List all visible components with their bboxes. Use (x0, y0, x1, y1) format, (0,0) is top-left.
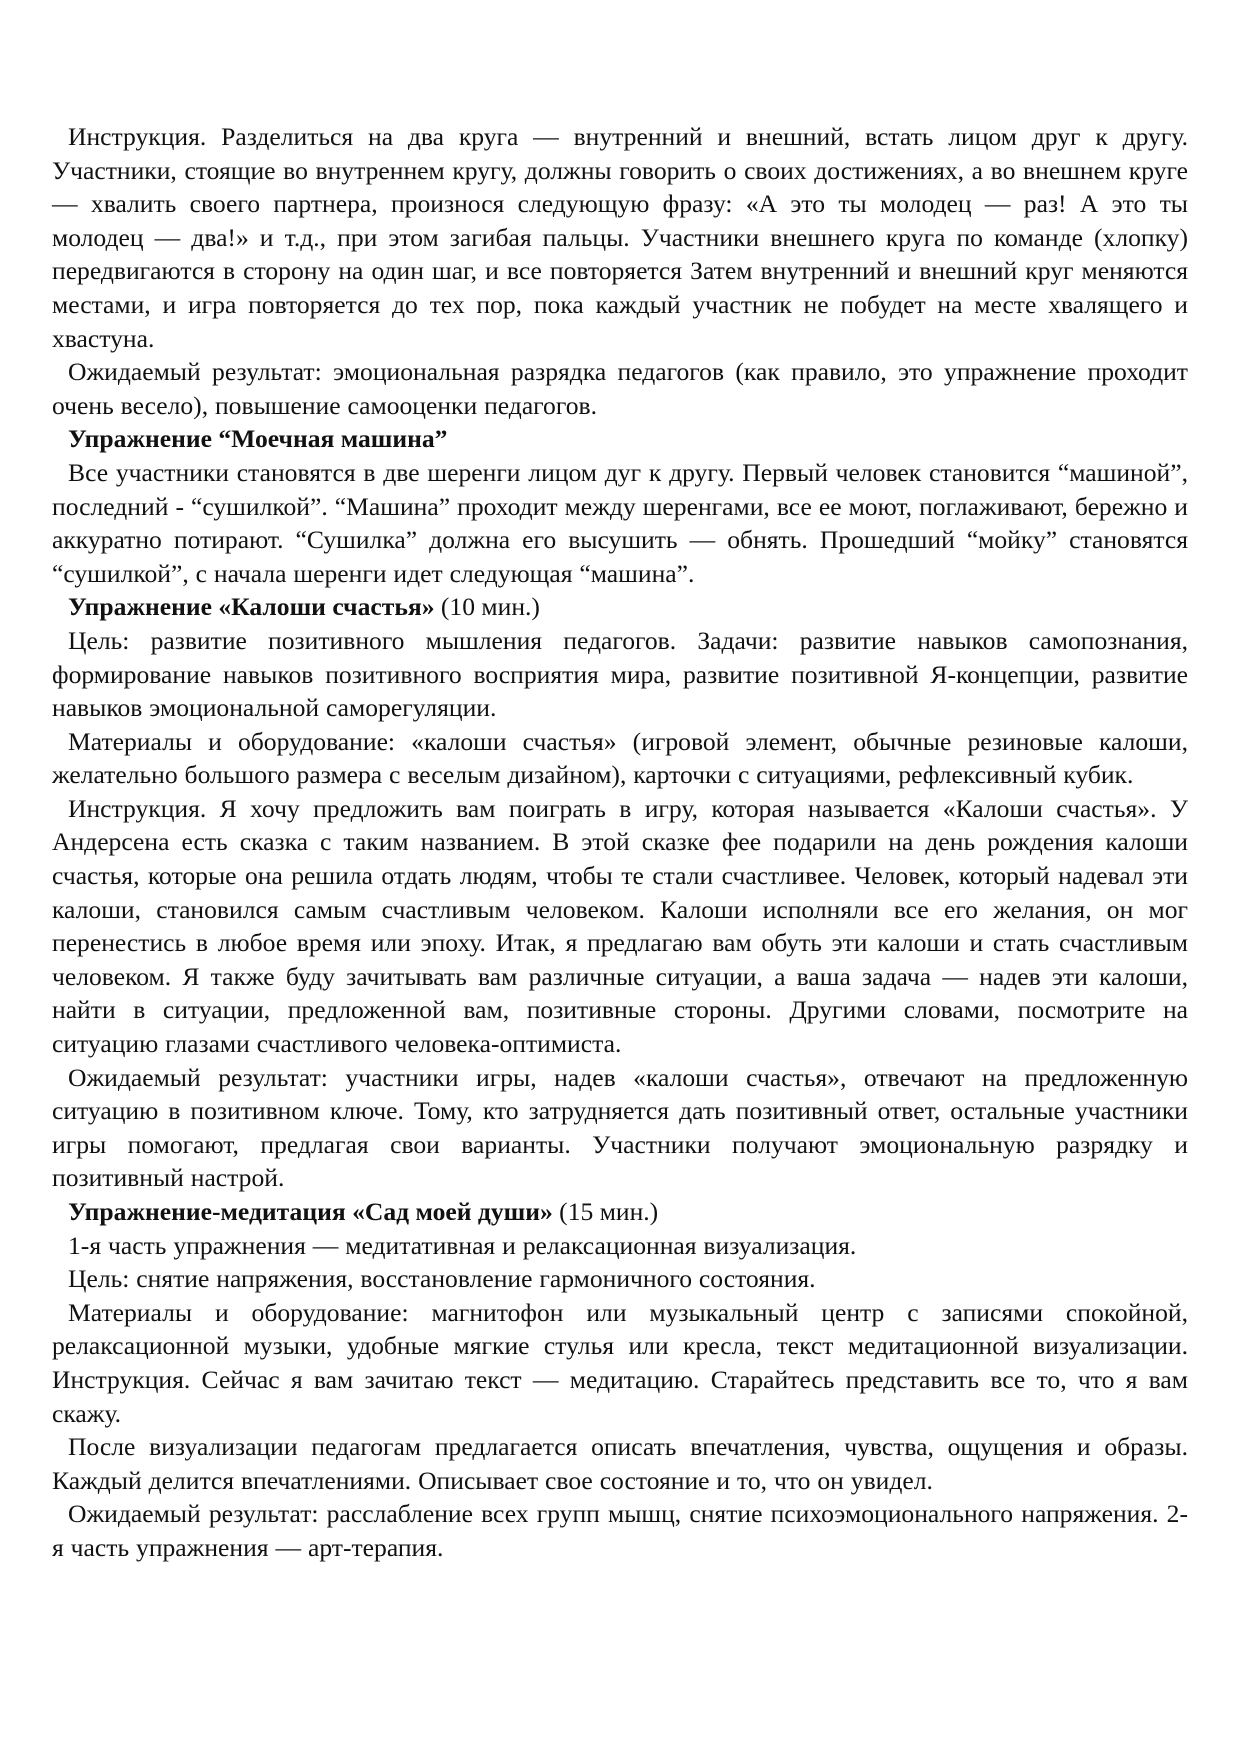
paragraph-washing-machine: Все участники становятся в две шеренги лицом дуг к другу. Первый человек становится “машиной”, последний - “сушилкой”. “Машина” проходит между шеренгами, все ее моют, поглаживают, бережно и аккуратно потирают. “Сушилка” должна его высушить — обнять. Прошедший “мойку” становятся “сушилкой”, с начала шеренги идет следующая “машина”. (52, 457, 1188, 588)
paragraph-instruction-circles: Инструкция. Разделиться на два круга — внутренний и внешний, встать лицом друг к другу. Участники, стоящие во внутреннем кругу, должны говорить о своих достижениях, а во внешнем круге — хвалить своего партнера, произнося следующую фразу: «А это ты молодец — раз! А это ты молодец — два!» и т.д., при этом загибая пальцы. Участники внешнего круга по команде (хлопку) передвигаются в сторону на один шаг, и все повторяется Затем внутренний и внешний круг меняются местами, и игра повторяется до тех пор, пока каждый участник не побудет на месте хвалящего и хвастуна. (52, 122, 1188, 353)
paragraph-garden-after-visualization: После визуализации педагогам предлагается описать впечатления, чувства, ощущения и образы. Каждый делится впечатлениями. Описывает свое состояние и то, что он увидел. (52, 1432, 1188, 1495)
document-page (52, 120, 1188, 1565)
paragraph-garden-expected-result: Ожидаемый результат: расслабление всех групп мышц, снятие психоэмоционального напряжения. 2-я часть упражнения — арт-терапия. (52, 1499, 1188, 1562)
heading-washing-machine-title: Упражнение “Моечная машина” (68, 424, 448, 454)
heading-galoshes-duration: (10 мин.) (434, 592, 540, 622)
heading-galoshes-of-happiness (52, 590, 1188, 624)
paragraph-galoshes-goal: Цель: развитие позитивного мышления педагогов. Задачи: развитие навыков самопознания, формирование навыков позитивного восприятия мира, развитие позитивной Я-концепции, развитие навыков эмоциональной саморегуляции. (52, 625, 1188, 723)
heading-garden-of-my-soul (52, 1195, 1188, 1229)
heading-washing-machine (52, 422, 1188, 456)
heading-galoshes-title: Упражнение «Калоши счастья» (68, 592, 435, 622)
paragraph-garden-goal: Цель: снятие напряжения, восстановление гармоничного состояния. (68, 1264, 816, 1294)
paragraph-galoshes-instruction: Инструкция. Я хочу предложить вам поиграть в игру, которая называется «Калоши счастья». У Андерсена есть сказка с таким названием. В этой сказке фее подарили на день рождения калоши счастья, которые она решила отдать людям, чтобы те стали счастливее. Человек, который надевал эти калоши, становился самым счастливым человеком. Калоши исполняли все его желания, он мог перенестись в любое время или эпоху. Итак, я предлагаю вам обуть эти калоши и стать счастливым человеком. Я также буду зачитывать вам различные ситуации, а ваша задача — надев эти калоши, найти в ситуации, предложенной вам, позитивные стороны. Другими словами, посмотрите на ситуацию глазами счастливого человека-оптимиста. (52, 793, 1188, 1059)
heading-garden-duration: (15 мин.) (552, 1197, 659, 1226)
heading-garden-title: Упражнение-медитация «Сад моей души» (68, 1197, 553, 1226)
paragraph-garden-part-1: 1-я часть упражнения — медитативная и релаксационная визуализация. (68, 1230, 857, 1260)
paragraph-expected-result-1: Ожидаемый результат: эмоциональная разрядка педагогов (как правило, это упражнение проходит очень весело), повышение самооценки педагогов. (52, 357, 1188, 420)
paragraph-garden-materials: Материалы и оборудование: магнитофон или музыкальный центр с записями спокойной, релаксационной музыки, удобные мягкие стулья или кресла, текст медитационной визуализации. Инструкция. Сейчас я вам зачитаю текст — медитацию. Старайтесь представить все то, что я вам скажу. (52, 1297, 1188, 1428)
paragraph-galoshes-materials: Материалы и оборудование: «калоши счастья» (игровой элемент, обычные резиновые калоши, желательно большого размера с веселым дизайном), карточки с ситуациями, рефлексивный кубик. (52, 726, 1188, 790)
paragraph-galoshes-expected-result: Ожидаемый результат: участники игры, надев «калоши счастья», отвечают на предложенную ситуацию в позитивном ключе. Тому, кто затрудняется дать позитивный ответ, остальные участники игры помогают, предлагая свои варианты. Участники получают эмоциональную разрядку и позитивный настрой. (52, 1062, 1188, 1193)
